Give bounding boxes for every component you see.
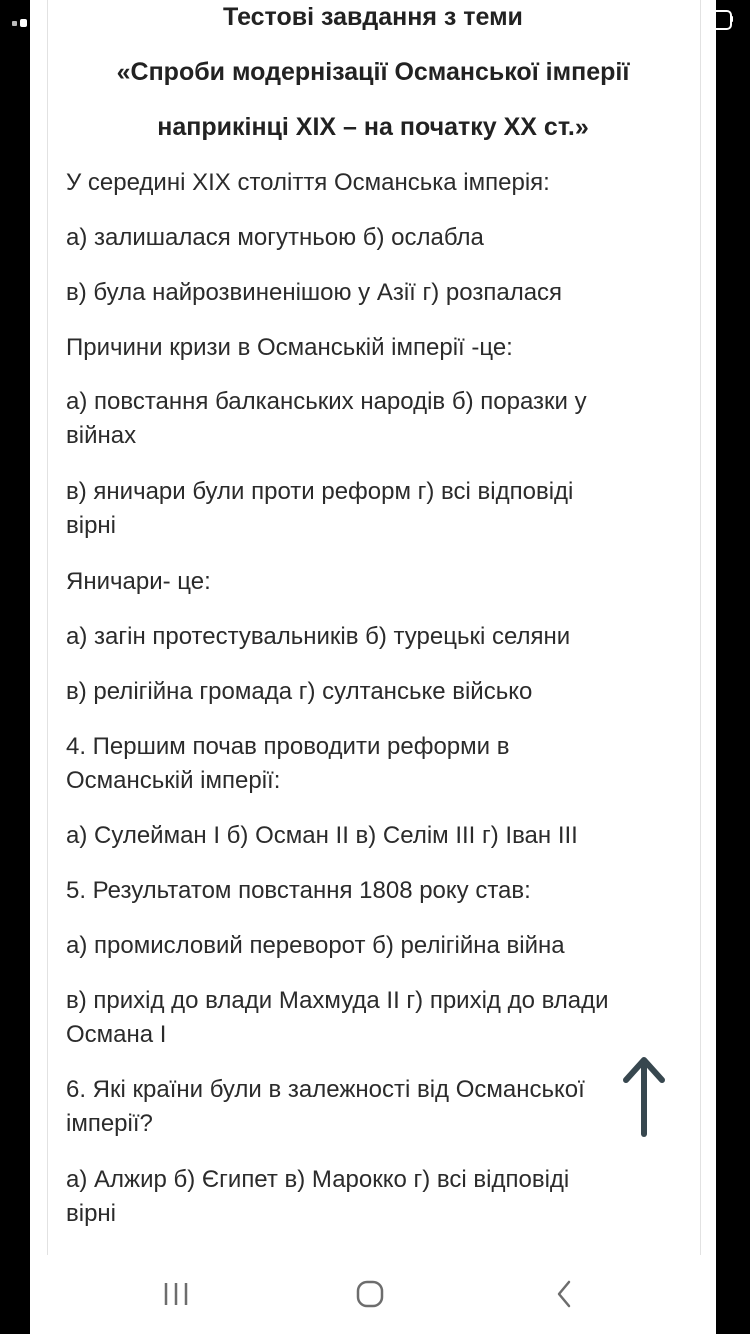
status-bar-left [10,10,30,34]
navigation-bar [30,1255,716,1334]
recent-apps-button[interactable] [156,1277,196,1311]
answer-line: в) була найрозвиненішою у Азії г) розпалася [66,279,563,306]
answer-line: а) Сулейман І б) Осман ІІ в) Селім ІІІ г) Іван ІІІ [66,822,578,849]
scroll-to-top-button[interactable] [622,1054,666,1138]
back-icon [553,1279,577,1309]
document-viewer[interactable] [30,0,716,1334]
answer-line: а) повстання балканських народів б) поразки у [66,388,587,415]
answer-line: а) Алжир б) Єгипет в) Марокко г) всі відповіді [66,1166,570,1193]
question-1: У середині XIX століття Османська імперія: [66,169,550,196]
back-button[interactable] [545,1277,585,1311]
answer-line: в) яничари були проти реформ г) всі відповіді [66,478,574,505]
recent-apps-icon [161,1281,191,1307]
arrow-up-icon [622,1054,666,1138]
document-title-line-3: наприкінці XIX – на початку XX ст.» [157,113,589,141]
answer-line: в) прихід до влади Махмуда ІІ г) прихід до влади [66,987,609,1014]
question-6-continued: імперії? [66,1110,153,1137]
answer-line: а) промисловий переворот б) релігійна війна [66,932,565,959]
notification-icon [20,19,27,27]
document-title-line-2: «Спроби модернізації Османської імперії [116,58,630,86]
notification-icon [12,21,17,26]
answer-line: а) залишалася могутньою б) ослабла [66,224,484,251]
answer-line: Османа І [66,1021,167,1048]
home-button[interactable] [350,1277,390,1311]
question-4-continued: Османській імперії: [66,767,281,794]
question-4: 4. Першим почав проводити реформи в [66,733,510,760]
question-2: Причини кризи в Османській імперії -це: [66,334,513,361]
question-5: 5. Результатом повстання 1808 року став: [66,877,531,904]
battery-tip-icon [730,16,733,22]
question-3: Яничари- це: [66,568,211,595]
home-icon [355,1279,385,1309]
answer-line: а) загін протестувальників б) турецькі селяни [66,623,571,650]
question-6: 6. Які країни були в залежності від Османської [66,1076,585,1103]
answer-line: вірні [66,512,117,539]
answer-line: в) релігійна громада г) султанське військо [66,678,533,705]
document-title-line-1: Тестові завдання з теми [223,3,523,31]
answer-line: вірні [66,1200,117,1227]
answer-line: війнах [66,422,137,449]
